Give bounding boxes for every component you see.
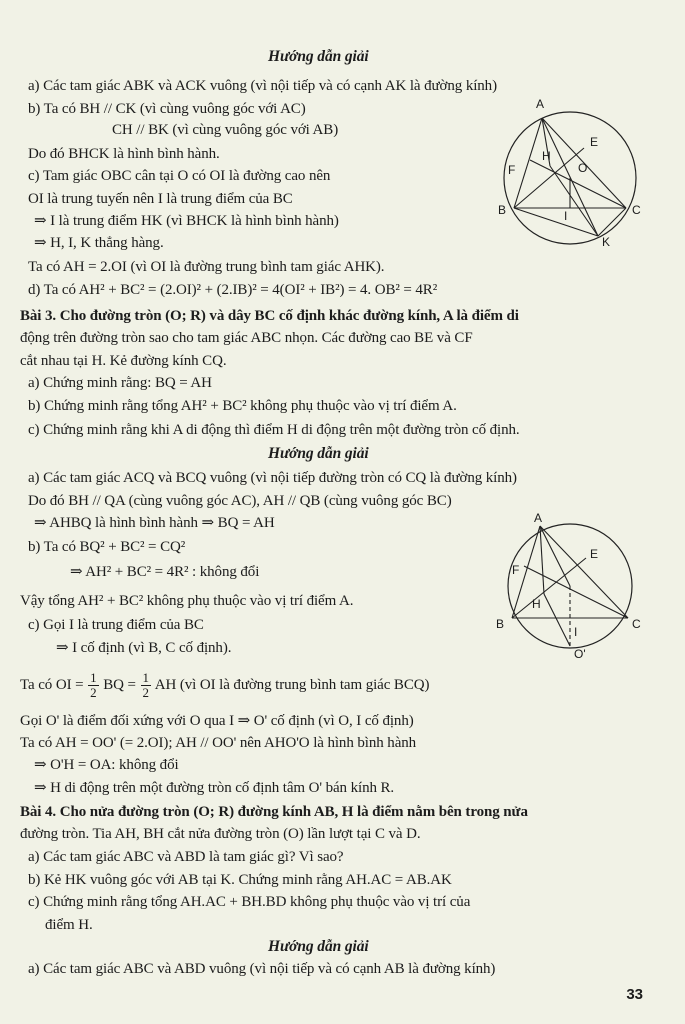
figure-label: B [498, 203, 507, 217]
figure-label: I [564, 209, 568, 223]
figure-label: I [574, 625, 578, 639]
segment-ck [598, 208, 626, 236]
text-line: a) Chứng minh rằng: BQ = AH [28, 375, 212, 391]
frac-denominator: 2 [90, 685, 97, 701]
text-line: b) Chứng minh rằng tổng AH² + BC² không phụ thuộc vào vị trí điểm A. [28, 398, 457, 414]
fraction-one-half-2 [141, 671, 151, 700]
text-line: ⇒ H di động trên một đường tròn cố định tâm O' bán kính R. [34, 780, 395, 796]
text-line: Do đó BHCK là hình bình hành. [28, 146, 220, 162]
text-line: c) Chứng minh rằng tổng AH.AC + BH.BD không phụ thuộc vào vị trí của [28, 894, 471, 910]
figure-label: H [542, 149, 551, 163]
segment-hk [550, 166, 598, 236]
text-line: c) Gọi I là trung điểm của BC [28, 617, 204, 633]
frac-numerator: 1 [142, 670, 149, 686]
section-heading: Hướng dẫn giải [268, 445, 369, 462]
fraction-one-half [88, 671, 98, 700]
text-line: ⇒ I là trung điểm HK (vì BHCK là hình bình hành) [34, 213, 339, 229]
text-line: Gọi O' là điểm đối xứng với O qua I ⇒ O' cố định (vì O, I cố định) [20, 713, 414, 729]
text-line: Ta có AH = OO' (= 2.OI); AH // OO' nên AHO'O là hình bình hành [20, 735, 417, 751]
segment-ah [540, 526, 544, 594]
figure-label: O [578, 161, 588, 175]
frac-numerator: 1 [90, 670, 97, 686]
exercise-title: Bài 3. Cho đường tròn (O; R) và dây BC cố định khác đường kính, A là điểm di [20, 308, 519, 324]
figure-label: E [590, 547, 599, 561]
figure-label: B [496, 617, 505, 631]
text-line: b) Ta có BH // CK (vì cùng vuông góc với AC) [28, 101, 306, 117]
text-line: a) Các tam giác ABC và ABD vuông (vì nội tiếp và có cạnh AB là đường kính) [28, 961, 496, 977]
section-heading: Hướng dẫn giải [268, 48, 369, 65]
text-line: c) Tam giác OBC cân tại O có OI là đường cao nên [28, 168, 331, 184]
section-heading: Hướng dẫn giải [268, 938, 369, 955]
altitude-be [512, 558, 586, 618]
text-line: ⇒ AH² + BC² = 4R² : không đổi [70, 564, 260, 580]
frac-line-mid: BQ = [103, 677, 140, 693]
text-line: Vậy tổng AH² + BC² không phụ thuộc vào vị trí điểm A. [20, 593, 354, 609]
frac-line-suffix: AH (vì OI là đường trung bình tam giác BCQ) [154, 677, 430, 693]
text-line: cắt nhau tại H. Kẻ đường kính CQ. [20, 353, 227, 369]
text-line: đường tròn. Tia AH, BH cắt nửa đường tròn (O) lần lượt tại C và D. [20, 826, 421, 842]
text-line: ⇒ AHBQ là hình bình hành ⇒ BQ = AH [34, 515, 275, 531]
segment-ac [540, 526, 628, 618]
figure-label: C [632, 617, 641, 631]
text-line: d) Ta có AH² + BC² = (2.OI)² + (2.IB)² = 4(OI² + IB²) = 4. OB² = 4R² [28, 282, 438, 298]
text-line: Do đó BH // QA (cùng vuông góc AC), AH // QB (cùng vuông góc BC) [28, 493, 452, 509]
text-line: ⇒ H, I, K thẳng hàng. [34, 235, 164, 251]
figure-label: O' [574, 647, 586, 661]
segment-bk [514, 208, 598, 236]
figure-label: C [632, 203, 641, 217]
text-line: động trên đường tròn sao cho tam giác ABC nhọn. Các đường cao BE và CF [20, 330, 473, 346]
page-number: 33 [626, 986, 643, 1003]
segment-ho-prime [544, 594, 570, 646]
text-line: OI là trung tuyến nên I là trung điểm của BC [28, 191, 293, 207]
figure-label: F [508, 163, 516, 177]
figure-label: F [512, 563, 520, 577]
text-line: ⇒ I cố định (vì B, C cố định). [56, 640, 232, 656]
geometry-figure-2 [492, 512, 652, 662]
frac-line-prefix: Ta có OI = [20, 677, 88, 693]
figure-label: K [602, 235, 611, 249]
text-line: a) Các tam giác ACQ và BCQ vuông (vì nội tiếp đường tròn có CQ là đường kính) [28, 470, 517, 486]
text-line: b) Kẻ HK vuông góc với AB tại K. Chứng minh rằng AH.AC = AB.AK [28, 872, 452, 888]
text-line: c) Chứng minh rằng khi A di động thì điểm H di động trên một đường tròn cố định. [28, 422, 520, 438]
frac-denominator: 2 [142, 685, 149, 701]
figure-label: A [536, 97, 545, 111]
fraction-line [20, 668, 429, 702]
text-line: điểm H. [45, 917, 93, 933]
segment-ab [514, 118, 542, 208]
text-line: a) Các tam giác ABC và ABD là tam giác gì? Vì sao? [28, 849, 344, 865]
figure-label: E [590, 135, 599, 149]
exercise-title: Bài 4. Cho nửa đường tròn (O; R) đường kính AB, H là điểm nằm bên trong nửa [20, 804, 528, 820]
segment-ao [540, 526, 570, 586]
figure-label: A [534, 512, 543, 525]
text-line: Ta có AH = 2.OI (vì OI là đường trung bình tam giác AHK). [28, 259, 385, 275]
text-line: CH // BK (vì cùng vuông góc với AB) [112, 122, 339, 138]
text-line: b) Ta có BQ² + BC² = CQ² [28, 539, 186, 555]
figure-label: H [532, 597, 541, 611]
geometry-figure-1 [492, 96, 652, 254]
text-line: a) Các tam giác ABK và ACK vuông (vì nội tiếp và có cạnh AK là đường kính) [28, 78, 497, 94]
text-line: ⇒ O'H = OA: không đổi [34, 757, 179, 773]
